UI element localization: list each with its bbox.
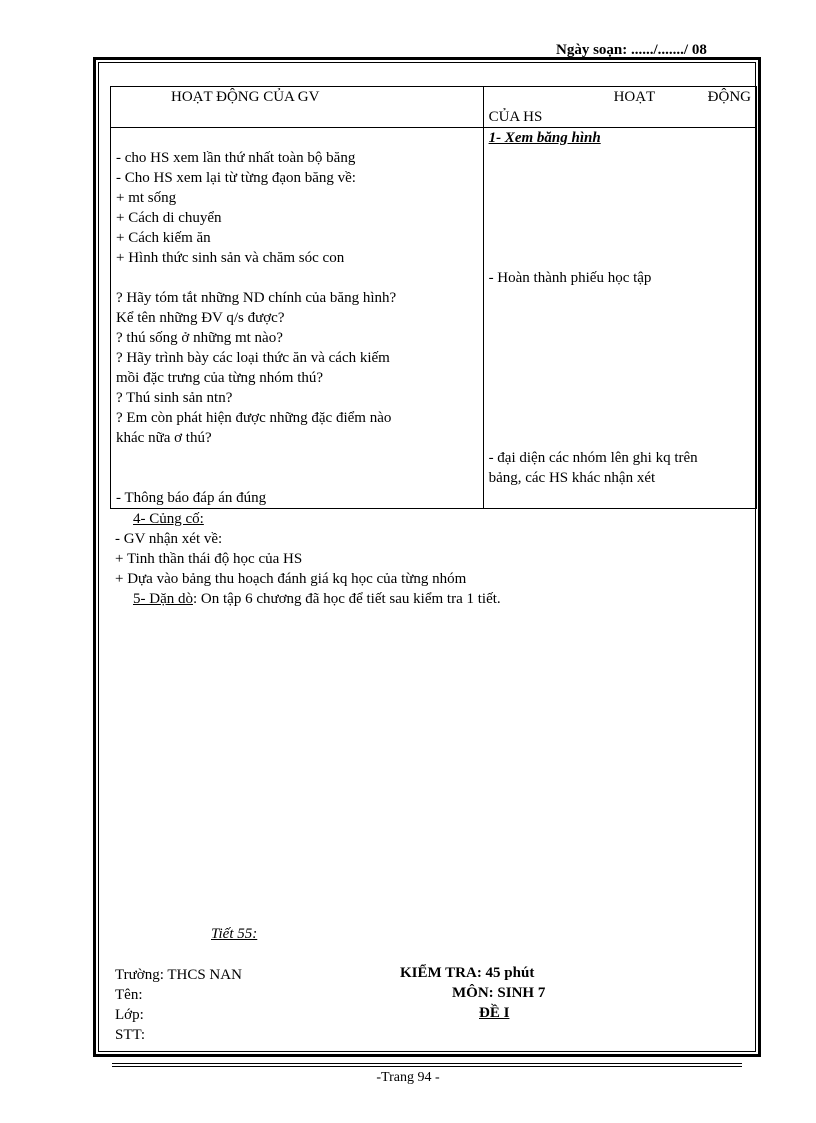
table-header-row	[111, 87, 757, 128]
list-item: bảng, các HS khác nhận xét	[488, 470, 656, 486]
name-field: Tên:	[115, 987, 143, 1003]
exam-title: KIỂM TRA: 45 phút	[400, 965, 535, 981]
list-item: + Hình thức sinh sản và chăm sóc con	[116, 250, 345, 266]
list-item: - đại diện các nhóm lên ghi kq trên	[488, 450, 698, 466]
student-activity-header: HOẠT ĐỘNG CỦA HS	[483, 87, 756, 128]
exam-paper: ĐỀ I	[479, 1005, 510, 1021]
stt-field: STT:	[115, 1027, 146, 1043]
homework-text: : On tập 6 chương đã học để tiết sau kiểm tra 1 tiết.	[193, 591, 501, 607]
list-item: - Thông báo đáp án đúng	[116, 490, 267, 506]
student-activity-cell	[483, 128, 756, 509]
school-field: Trường: THCS NAN	[115, 967, 242, 983]
list-item: ? Hãy tóm tắt những ND chính của băng hình?	[116, 290, 397, 306]
footer-rule	[112, 1066, 742, 1067]
footer-rule	[112, 1063, 742, 1064]
section-title: 1- Xem băng hình	[488, 130, 601, 146]
consolidation-section	[115, 509, 501, 609]
teacher-activity-header: HOẠT ĐỘNG CỦA GV	[111, 87, 484, 128]
class-field: Lớp:	[115, 1007, 144, 1023]
list-item: - cho HS xem lần thứ nhất toàn bộ băng	[116, 150, 356, 166]
list-item: - Hoàn thành phiếu học tập	[488, 270, 652, 286]
teacher-activity-cell	[111, 128, 484, 509]
list-item: ? Thú sinh sản ntn?	[116, 390, 233, 406]
list-item: + mt sống	[116, 190, 177, 206]
homework-line	[115, 589, 501, 609]
prep-date: Ngày soạn: ....../......./ 08	[556, 42, 707, 58]
consolidation-title: 4- Củng cố:	[133, 511, 204, 527]
list-item: - Cho HS xem lại từ từng đạon băng về:	[116, 170, 356, 186]
homework-label: 5- Dặn dò	[133, 591, 193, 607]
list-item: + Dựa vào bảng thu hoạch đánh giá kq học của từng nhóm	[115, 571, 467, 587]
list-item: ? Hãy trình bày các loại thức ăn và cách kiếm	[116, 350, 390, 366]
student-info	[115, 965, 242, 1045]
list-item: Kể tên những ĐV q/s được?	[116, 310, 285, 326]
list-item: ? thú sống ở những mt nào?	[116, 330, 283, 346]
page-number: -Trang 94 -	[376, 1070, 440, 1085]
list-item: + Cách di chuyển	[116, 210, 222, 226]
exam-subject: MÔN: SINH 7	[452, 985, 546, 1001]
activity-table	[110, 86, 757, 509]
list-item: - GV nhận xét về:	[115, 531, 223, 547]
lesson-title: Tiết 55:	[211, 926, 258, 942]
list-item: khác nữa ơ thú?	[116, 430, 212, 446]
list-item: ? Em còn phát hiện được những đặc điểm nào	[116, 410, 392, 426]
list-item: + Cách kiếm ăn	[116, 230, 211, 246]
list-item: + Tinh thần thái độ học của HS	[115, 551, 303, 567]
table-body-row	[111, 128, 757, 509]
list-item: mồi đặc trưng của từng nhóm thú?	[116, 370, 324, 386]
